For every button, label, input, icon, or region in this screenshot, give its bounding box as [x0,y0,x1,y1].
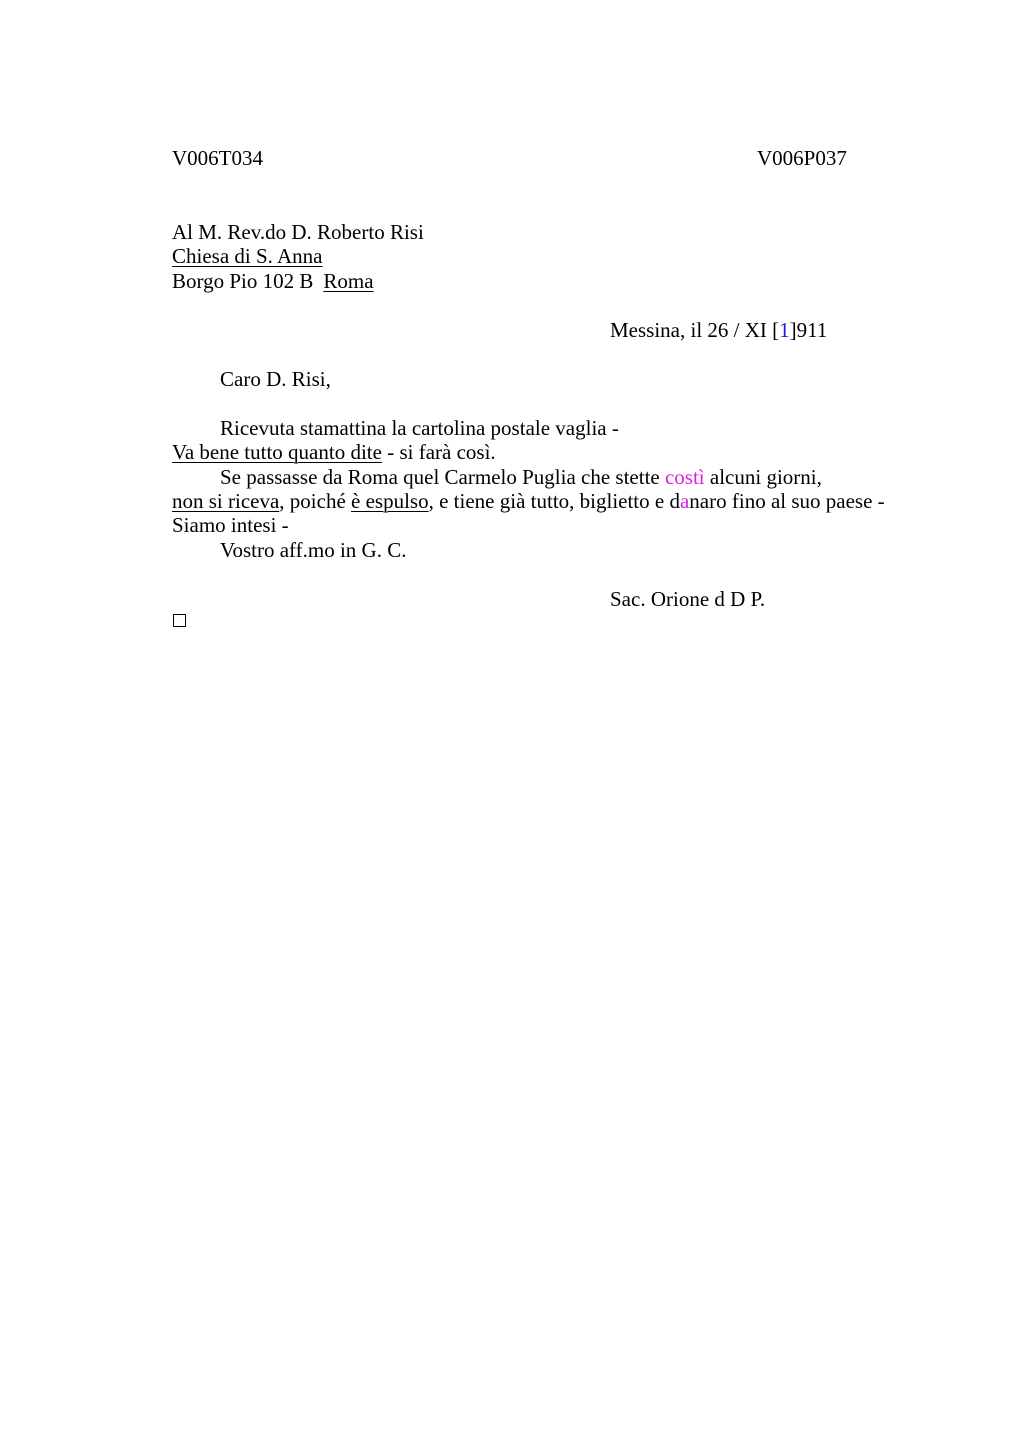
address-recipient: Al M. Rev.do D. Roberto Risi [172,220,424,244]
header-code-right: V006P037 [757,146,847,170]
body-line-4 [172,489,885,513]
body-line-1: Ricevuta stamattina la cartolina postale vaglia - [220,416,619,440]
address-street-text: Borgo Pio 102 B [172,269,314,293]
checkbox-square-icon [173,614,186,627]
body-line-4-end: naro fino al suo paese - [689,489,885,513]
dateline-suffix: ]911 [789,318,828,342]
body-line-4-underlined-2: è espulso [351,489,429,513]
dateline-digit: 1 [779,318,790,342]
body-line-3-after: alcuni giorni, [704,465,822,489]
body-line-3-before: Se passasse da Roma quel Carmelo Puglia che stette [220,465,665,489]
header-code-left: V006T034 [172,146,263,170]
body-line-3 [220,465,822,489]
address-city: Roma [323,269,374,293]
body-line-2 [172,440,496,464]
address-church: Chiesa di S. Anna [172,244,323,268]
salutation: Caro D. Risi, [220,367,331,391]
body-line-4-mid-1: , poiché [279,489,352,513]
body-line-2-underlined: Va bene tutto quanto dite [172,440,382,464]
body-line-4-highlight: a [679,489,690,513]
body-line-4-underlined-1: non si riceva [172,489,280,513]
closing: Vostro aff.mo in G. C. [220,538,407,562]
body-line-2-rest: - si farà così. [381,440,496,464]
body-line-5: Siamo intesi - [172,513,289,537]
dateline [610,318,827,342]
body-line-3-highlight: costì [664,465,705,489]
dateline-prefix: Messina, il 26 / XI [ [610,318,780,342]
body-line-4-mid-2: , e tiene già tutto, biglietto e d [428,489,680,513]
address-street [172,269,374,293]
signature: Sac. Orione d D P. [610,587,766,611]
